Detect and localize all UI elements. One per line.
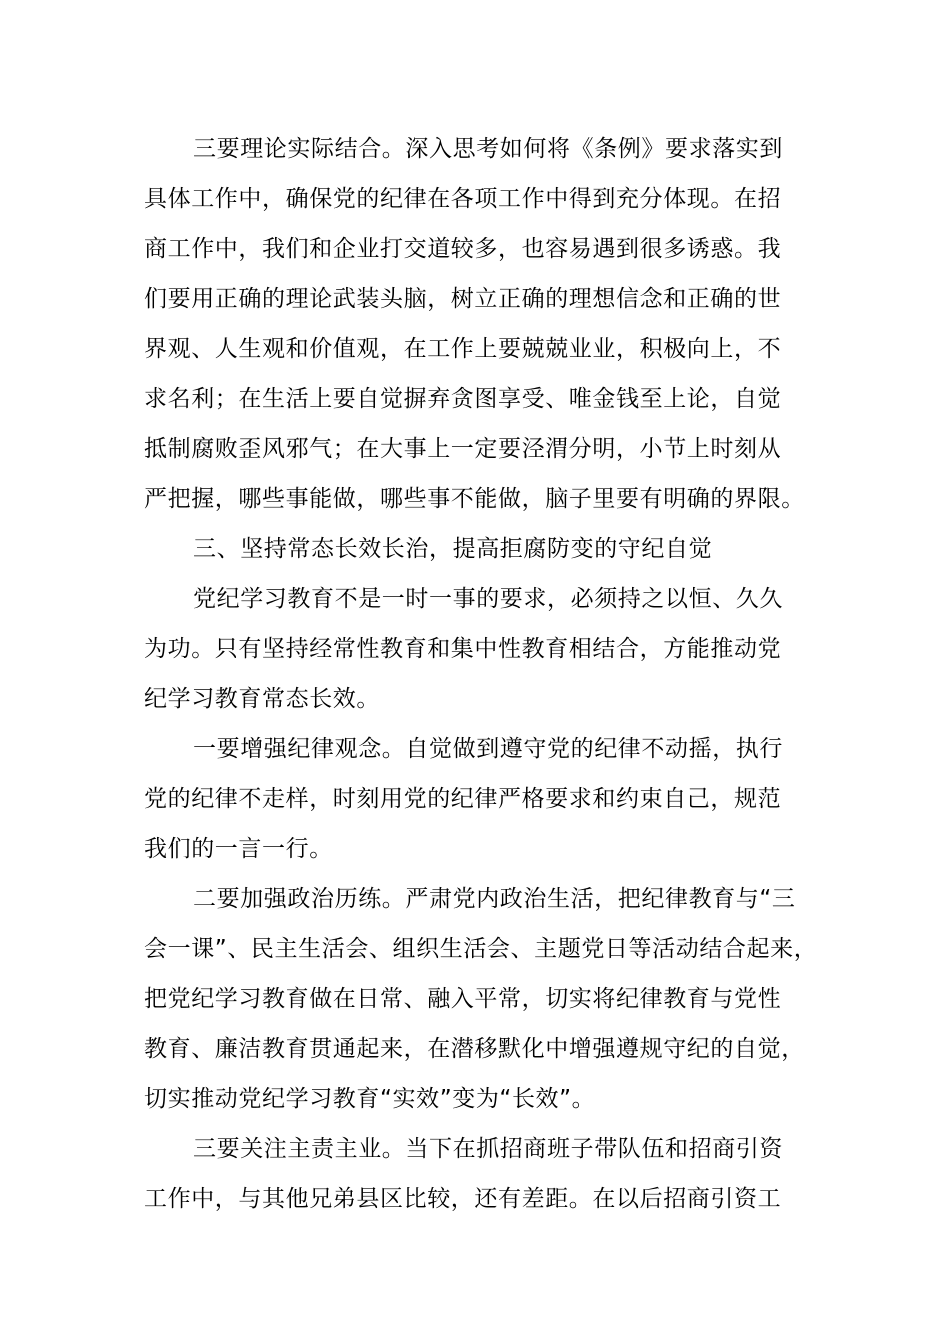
text-line: 一要增强纪律观念。自觉做到遵守党的纪律不动摇，执行 — [193, 736, 783, 762]
text-line: 求名利；在生活上要自觉摒弃贪图享受、唯金钱至上论，自觉 — [144, 386, 782, 412]
text-line: 严把握，哪些事能做，哪些事不能做，脑子里要有明确的界限。 — [144, 486, 805, 512]
text-line: 具体工作中，确保党的纪律在各项工作中得到充分体现。在招 — [144, 186, 782, 212]
text-line: 会一课”、民主生活会、组织生活会、主题党日等活动结合起来， — [144, 936, 818, 962]
text-line: 们要用正确的理论武装头脑，树立正确的理想信念和正确的世 — [144, 286, 782, 312]
text-line: 切实推动党纪学习教育“实效”变为“长效”。 — [144, 1086, 596, 1112]
text-line: 抵制腐败歪风邪气；在大事上一定要泾渭分明，小节上时刻从 — [144, 436, 782, 462]
text-line: 三要理论实际结合。深入思考如何将《条例》要求落实到 — [193, 136, 783, 162]
text-line: 为功。只有坚持经常性教育和集中性教育相结合，方能推动党 — [144, 636, 782, 662]
section-heading: 三、坚持常态长效长治，提高拒腐防变的守纪自觉 — [193, 536, 713, 562]
text-line: 教育、廉洁教育贯通起来，在潜移默化中增强遵规守纪的自觉， — [144, 1036, 805, 1062]
text-line: 界观、人生观和价值观，在工作上要兢兢业业，积极向上，不 — [144, 336, 782, 362]
text-line: 商工作中，我们和企业打交道较多，也容易遇到很多诱惑。我 — [144, 236, 782, 262]
text-line: 把党纪学习教育做在日常、融入平常，切实将纪律教育与党性 — [144, 986, 782, 1012]
text-line: 三要关注主责主业。当下在抓招商班子带队伍和招商引资 — [193, 1136, 783, 1162]
text-line: 二要加强政治历练。严肃党内政治生活，把纪律教育与“三 — [193, 886, 796, 912]
text-line: 我们的一言一行。 — [144, 836, 333, 862]
text-line: 工作中，与其他兄弟县区比较，还有差距。在以后招商引资工 — [144, 1186, 782, 1212]
text-line: 党的纪律不走样，时刻用党的纪律严格要求和约束自己，规范 — [144, 786, 782, 812]
text-line: 党纪学习教育不是一时一事的要求，必须持之以恒、久久 — [193, 586, 783, 612]
text-line: 纪学习教育常态长效。 — [144, 686, 380, 712]
